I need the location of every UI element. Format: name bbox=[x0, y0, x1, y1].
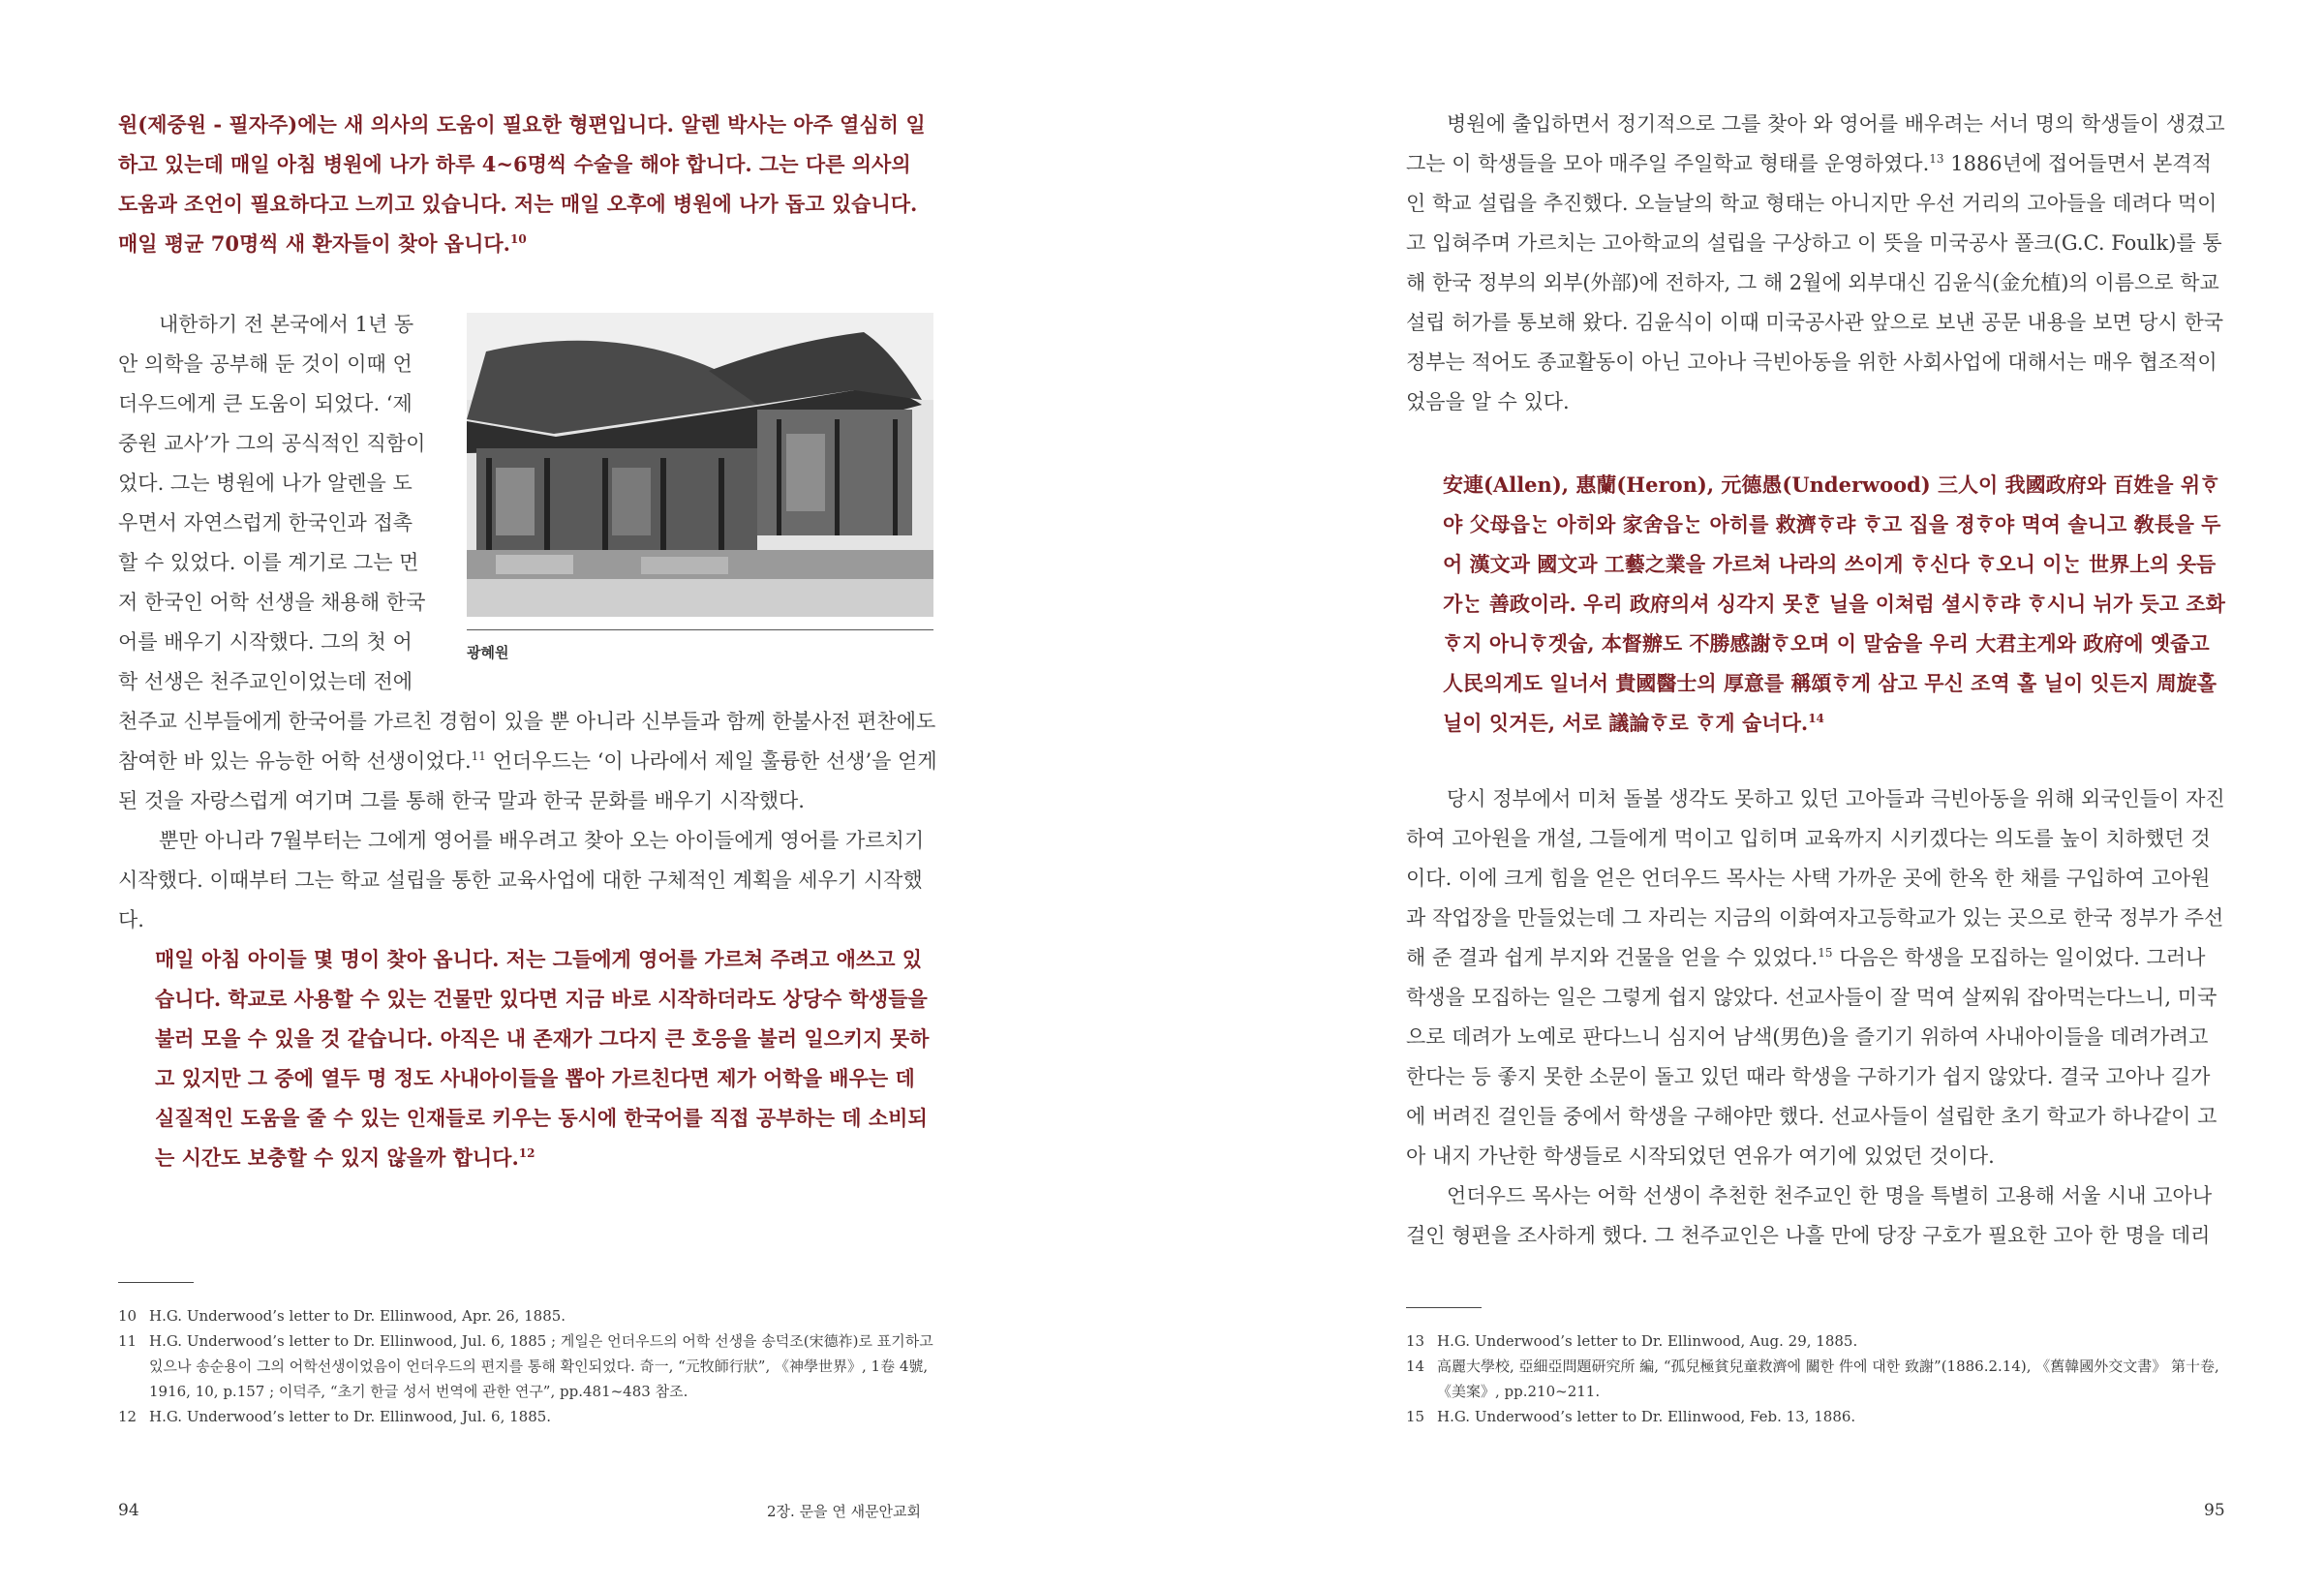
quote-text: 安連(Allen), 惠蘭(Heron), 元德愚(Underwood) 三人이 我國政府와 百姓을 위ᄒᆞ야 父母읍ᄂᆞᆫ 아히와 家舍읍ᄂᆞᆫ 아히를 救濟ᄒᆞ랴 ᄒᆞ고 집을 졍ᄒᆞ야 멱여 솔니고 敎長을 두어 漢文과 國文과 工藝之業을 가르쳐 나라의 쓰이게 ᄒᆞ신다 ᄒᆞ오니 이ᄂᆞᆫ 世界上의 옷듬가ᄂᆞᆫ 善政이라. 우리 政府의셔 싱각지 못ᄒᆞᆫ 닐을 이쳐럼 셜시ᄒᆞ랴 ᄒᆞ시니 뉘가 듯고 조화ᄒᆞ지 아니ᄒᆞ겟숩, 本督辦도 不勝感謝ᄒᆞ오며 이 말숨을 우리 大君主게와 政府에 옛줍고 人民의게도 일너서 貴國醫士의 厚意를 稱頌ᄒᆞ게 삼고 무신 조역 홀 닐이 잇든지 周旋홀 닐이 잇거든, 서로 議論ᄒᆞ로 ᄒᆞ게 숩너다. bbox=[1443, 473, 2225, 735]
footnote-number: 14 bbox=[1406, 1358, 1425, 1375]
footnote-rule bbox=[1406, 1307, 1482, 1308]
footnote-text: 高麗大學校, 亞細亞問題研究所 編, “孤兒極貧兒童救濟에 關한 件에 대한 致謝”(1886.2.14), 《舊韓國外交文書》 第十卷, 《美案》, pp.210~211. bbox=[1437, 1358, 2219, 1400]
quote-block-2 bbox=[155, 939, 937, 1177]
footnote bbox=[118, 1303, 937, 1328]
paragraph-3-right: 언더우드 목사는 어학 선생이 추천한 천주교인 한 명을 특별히 고용해 서울 시내 고아나 걸인 형편을 조사하게 했다. 그 천주교인은 나흘 만에 당장 구호가 필요한 고아 한 명을 데리 bbox=[1406, 1184, 2213, 1247]
paragraph-text: 언더우드는 ‘이 나라에서 제일 훌륭한 선생’을 얻게 된 것을 자랑스럽게 여기며 그를 통해 한국 말과 한국 문화를 배우기 시작했다. bbox=[118, 749, 937, 812]
paragraph-text: 다음은 학생을 모집하는 일이었다. 그러나 학생을 모집하는 일은 그렇게 쉽지 않았다. 선교사들이 잘 먹여 살찌워 잡아먹는다느니, 미국으로 데려가 노예로 판다느니 심지어 남색(男色)을 즐기기 위하여 사내아이들을 데려가려고 한다는 등 좋지 못한 소문이 돌고 있던 때라 학생을 구하기가 쉽지 않았다. 결국 고아나 길가에 버려진 걸인들 중에서 학생을 구해야만 했다. 선교사들이 설립한 초기 학교가 하나같이 고아 내지 가난한 학생들로 시작되었던 연유가 여기에 있었던 것이다. bbox=[1406, 946, 2217, 1168]
footnote-text: H.G. Underwood’s letter to Dr. Ellinwood, Jul. 6, 1885 ; 게일은 언더우드의 어학 선생을 송덕조(宋德祚)로 표기하고 있으나 송순용이 그의 어학선생이었음이 언더우드의 편지를 통해 확인되었다. 奇一, “元牧師行狀”, 《神學世界》, 1卷 4號, 1916, 10, p.157 ; 이덕주, “초기 한글 성서 번역에 관한 연구”, pp.481~483 참조. bbox=[149, 1332, 933, 1400]
wrap-text bbox=[118, 305, 447, 702]
footnote-number: 10 bbox=[118, 1307, 138, 1325]
footnote-number: 13 bbox=[1406, 1332, 1425, 1350]
quote-block-official-letter bbox=[1443, 465, 2225, 743]
footnote bbox=[1406, 1404, 2225, 1429]
wrap-line: 할 수 있었다. 이를 계기로 그는 먼 bbox=[118, 551, 419, 574]
footnote bbox=[1406, 1328, 2225, 1354]
right-page bbox=[1162, 0, 2324, 1587]
footnote-text: H.G. Underwood’s letter to Dr. Ellinwood, Aug. 29, 1885. bbox=[1437, 1332, 1858, 1350]
wrap-line: 내한하기 전 본국에서 1년 동 bbox=[159, 313, 414, 336]
footnote bbox=[118, 1404, 937, 1429]
photo-caption: 광혜원 bbox=[467, 644, 509, 661]
footnote-number: 12 bbox=[118, 1408, 138, 1425]
footnote-number: 15 bbox=[1406, 1408, 1425, 1425]
footnote-ref-13: 13 bbox=[1929, 152, 1944, 166]
wrap-line: 저 한국인 어학 선생을 채용해 한국 bbox=[118, 591, 426, 614]
photo-rule bbox=[467, 629, 933, 630]
footnote-text: H.G. Underwood’s letter to Dr. Ellinwood, Jul. 6, 1885. bbox=[149, 1408, 552, 1425]
footnote-rule bbox=[118, 1282, 194, 1283]
quote-1-text: 원(제중원 - 필자주)에는 새 의사의 도움이 필요한 형편입니다. 알렌 박사는 아주 열심히 일하고 있는데 매일 아침 병원에 나가 하루 4~6명씩 수술을 해야 합니다. 그는 다른 의사의 도움과 조언이 필요하다고 느끼고 있습니다. 저는 매일 오후에 병원에 나가 돕고 있습니다. 매일 평균 70명씩 새 환자들이 찾아 옵니다. bbox=[118, 112, 926, 256]
footnote-ref-10: 10 bbox=[509, 232, 527, 246]
paragraph-text: 병원에 출입하면서 정기적으로 그를 찾아 와 영어를 배우려는 서너 명의 학생들이 생겼고 그는 이 학생들을 모아 매주일 주일학교 형태를 운영하였다. bbox=[1406, 112, 2225, 175]
footnotes-right bbox=[1406, 1328, 2225, 1429]
quote-block-1 bbox=[118, 105, 937, 263]
photo-gwanghyewon bbox=[467, 313, 933, 617]
footnote bbox=[1406, 1354, 2225, 1404]
footnote-ref-14: 14 bbox=[1808, 712, 1824, 725]
footnote-text: H.G. Underwood’s letter to Dr. Ellinwood, Feb. 13, 1886. bbox=[1437, 1408, 1856, 1425]
paragraph-text: 1886년에 접어들면서 본격적인 학교 설립을 추진했다. 오늘날의 학교 형태는 아니지만 우선 거리의 고아들을 데려다 먹이고 입혀주며 가르치는 고아학교의 설립을 구상하고 이 뜻을 미국공사 폴크(G.C. Foulk)를 통해 한국 정부의 외부(外部)에 전하자, 그 해 2월에 외부대신 김윤식(金允植)의 이름으로 학교 설립 허가를 통보해 왔다. 김윤식이 이때 미국공사관 앞으로 보낸 공문 내용을 보면 당시 한국 정부는 적어도 종교활동이 아닌 고아나 극빈아동을 위한 사회사업에 대해서는 매우 협조적이었음을 알 수 있다. bbox=[1406, 152, 2224, 413]
footnote-ref-11: 11 bbox=[471, 749, 486, 763]
quote-2-text: 매일 아침 아이들 몇 명이 찾아 옵니다. 저는 그들에게 영어를 가르쳐 주려고 애쓰고 있습니다. 학교로 사용할 수 있는 건물만 있다면 지금 바로 시작하더라도 상당수 학생들을 불러 모을 수 있을 것 같습니다. 아직은 내 존재가 그다지 큰 호응을 불러 일으키지 못하고 있지만 그 중에 열두 명 정도 사내아이들을 뽑아 가르친다면 제가 어학을 배우는 데 실질적인 도움을 줄 수 있는 인재들로 키우는 동시에 한국어를 직접 공부하는 데 소비되는 시간도 보충할 수 있지 않을까 합니다. bbox=[155, 947, 930, 1170]
wrap-line: 어를 배우기 시작했다. 그의 첫 어 bbox=[118, 630, 413, 654]
page-number-left: 94 bbox=[118, 1501, 139, 1520]
page-number-right: 95 bbox=[2204, 1501, 2225, 1520]
footnote-number: 11 bbox=[118, 1332, 138, 1350]
paragraph-2: 뿐만 아니라 7월부터는 그에게 영어를 배우려고 찾아 오는 아이들에게 영어를 가르치기 시작했다. 이때부터 그는 학교 설립을 통한 교육사업에 대한 구체적인 계획을 세우기 시작했다. bbox=[118, 829, 925, 931]
wrap-line: 안 의학을 공부해 둔 것이 이때 언 bbox=[118, 352, 413, 376]
paragraph-1-right bbox=[1406, 105, 2225, 422]
wrap-line: 학 선생은 천주교인이었는데 전에 bbox=[118, 670, 413, 693]
footnote-text: H.G. Underwood’s letter to Dr. Ellinwood, Apr. 26, 1885. bbox=[149, 1307, 566, 1325]
paragraph-continued bbox=[118, 702, 937, 940]
hanok-building-illustration bbox=[467, 313, 933, 617]
paragraph-text: 천주교 신부들에게 한국어를 가르친 경험이 있을 뿐 아니라 신부들과 함께 한불사전 편찬에도 참여한 바 있는 유능한 어학 선생이었다. bbox=[118, 710, 936, 773]
wrap-line: 우면서 자연스럽게 한국인과 접촉 bbox=[118, 511, 413, 534]
footnote-ref-12: 12 bbox=[518, 1146, 535, 1160]
wrap-line: 중원 교사’가 그의 공식적인 직함이 bbox=[118, 432, 426, 455]
footnote-ref-15: 15 bbox=[1818, 946, 1833, 960]
paragraph-text: 당시 정부에서 미처 돌볼 생각도 못하고 있던 고아들과 극빈아동을 위해 외국인들이 자진하여 고아원을 개설, 그들에게 먹이고 입히며 교육까지 시키겠다는 의도를 높이 치하했던 것이다. 이에 크게 힘을 얻은 언더우드 목사는 사택 가까운 곳에 한옥 한 채를 구입하여 고아원과 작업장을 만들었는데 그 자리는 지금의 이화여자고등학교가 있는 곳으로 한국 정부가 주선해 준 결과 쉽게 부지와 건물을 얻을 수 있었다. bbox=[1406, 787, 2225, 969]
paragraph-2-right bbox=[1406, 779, 2225, 1256]
wrap-line: 었다. 그는 병원에 나가 알렌을 도 bbox=[118, 472, 413, 495]
footnote bbox=[118, 1328, 937, 1404]
running-head: 2장. 문을 연 새문안교회 bbox=[767, 1503, 922, 1520]
footnotes-left bbox=[118, 1303, 937, 1429]
wrap-line: 더우드에게 큰 도움이 되었다. ‘제 bbox=[118, 392, 413, 415]
